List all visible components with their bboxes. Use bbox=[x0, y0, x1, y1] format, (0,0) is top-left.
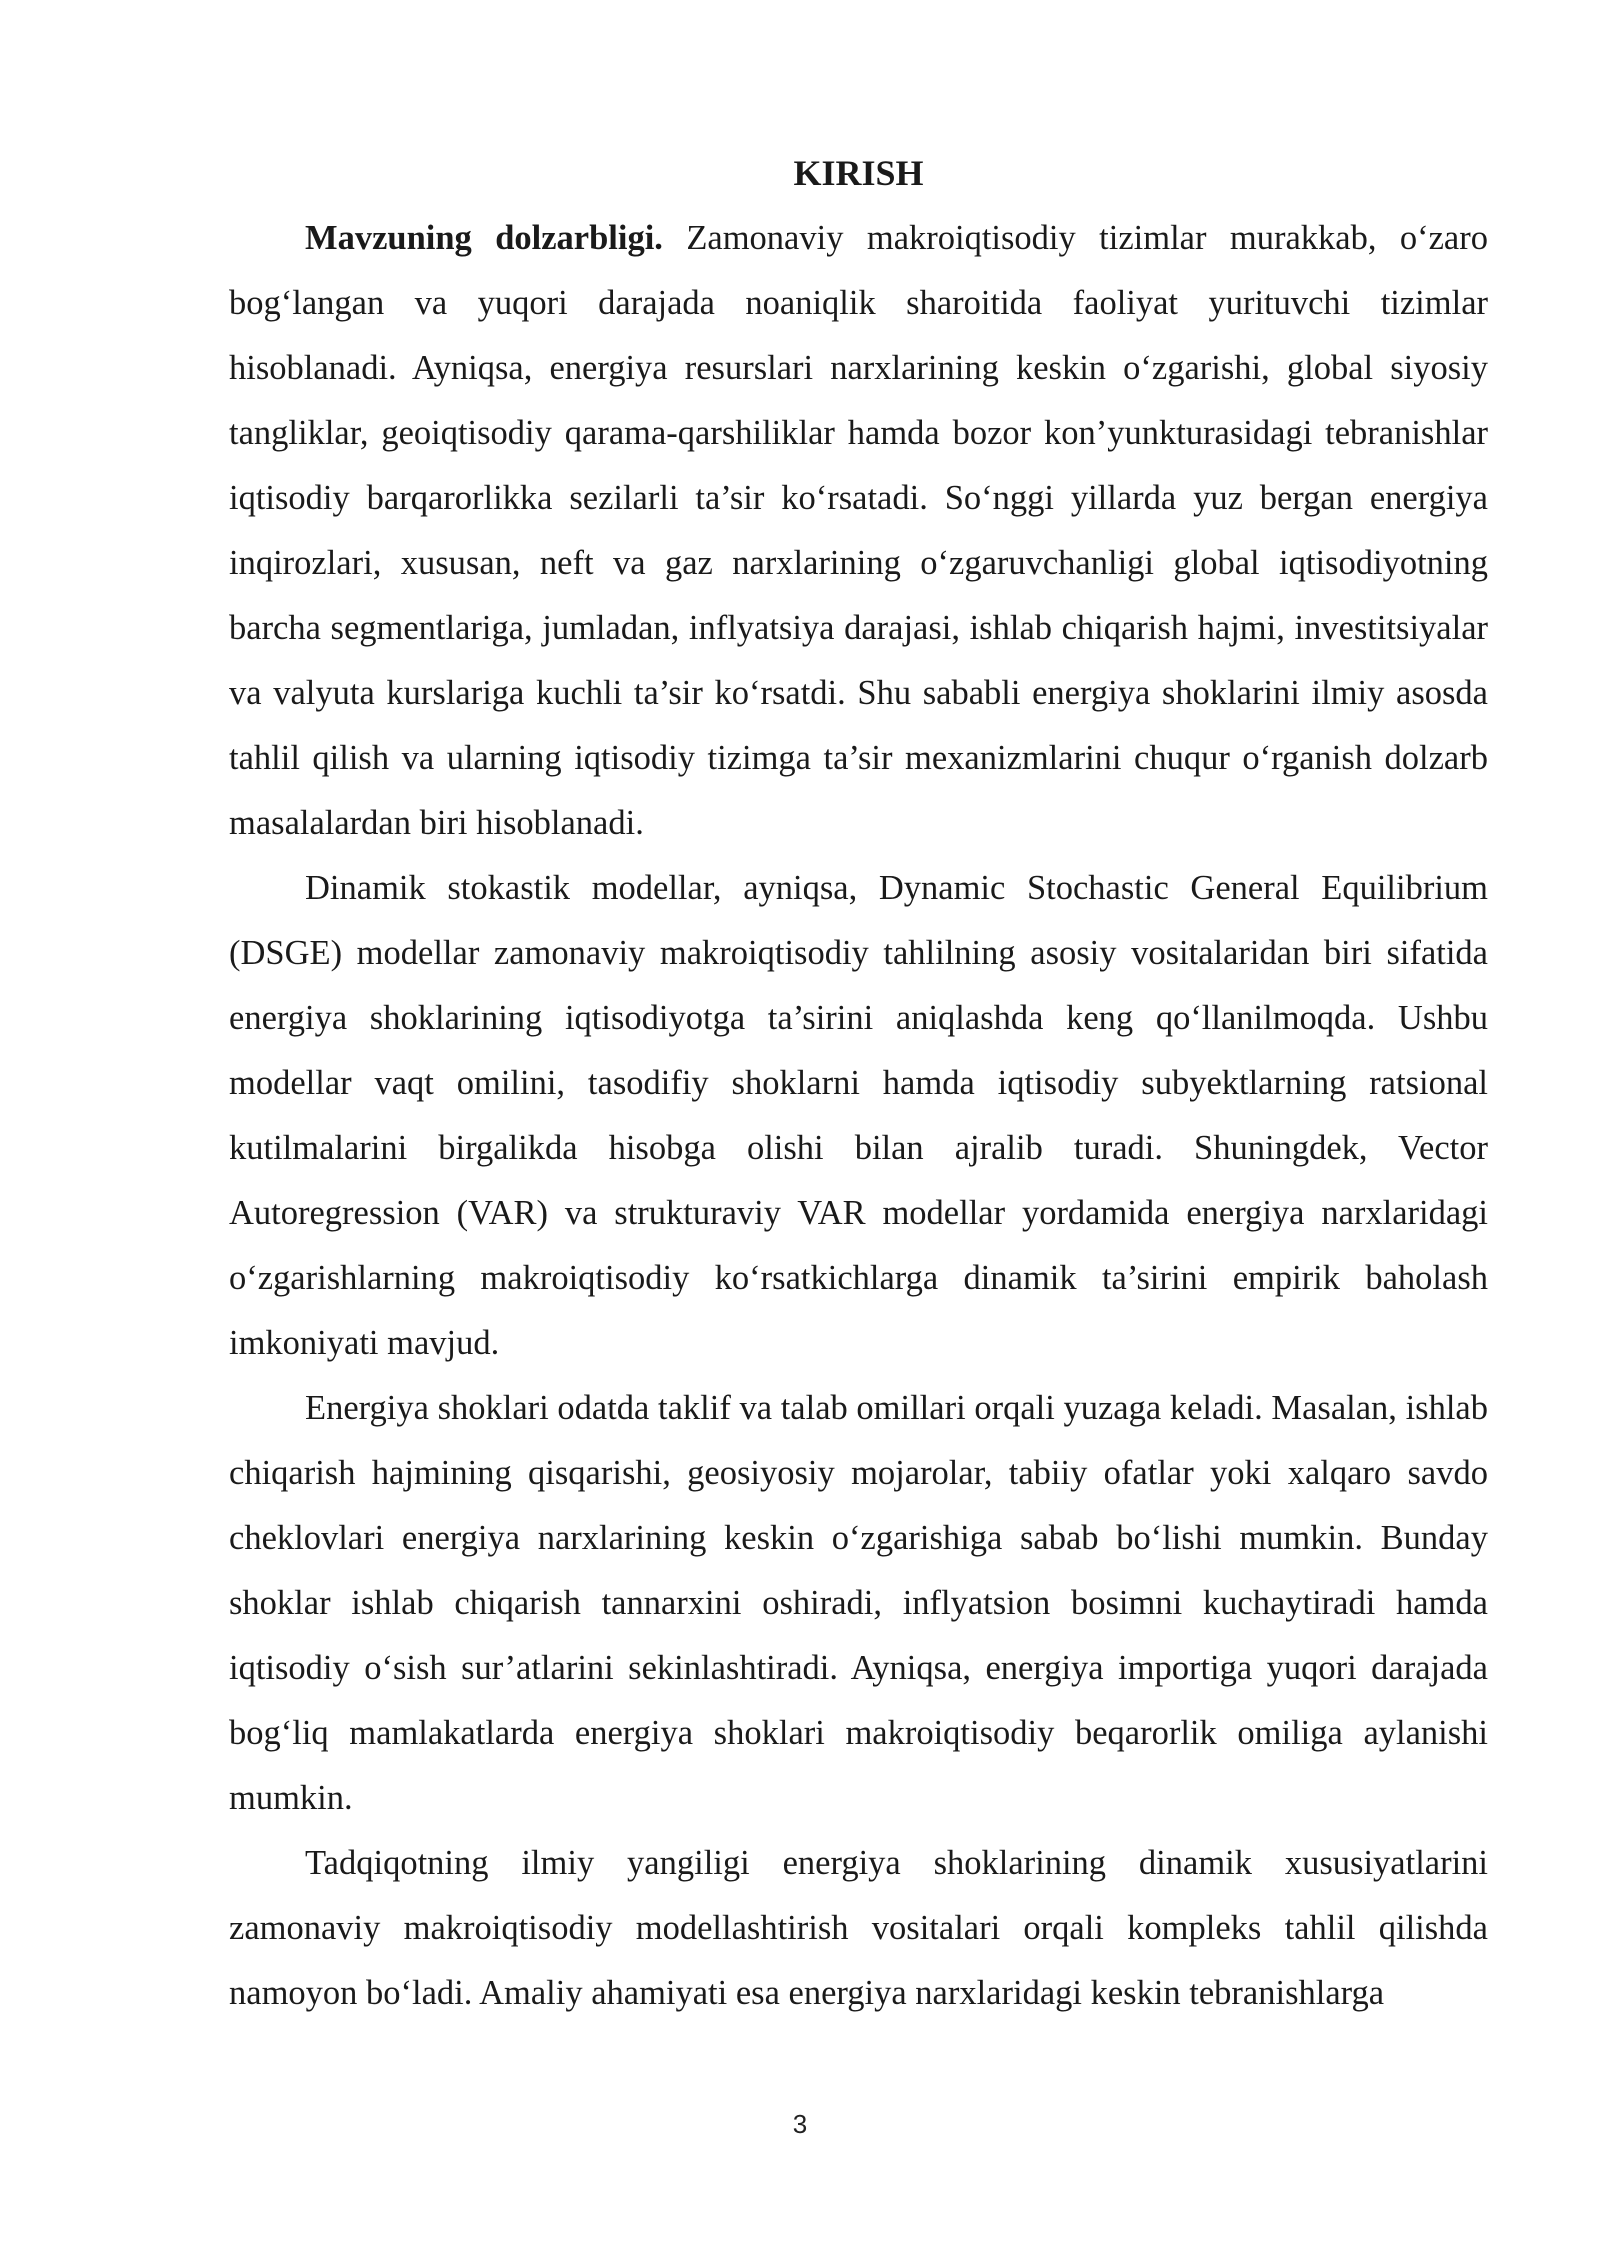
paragraph-text: Zamonaviy makroiqtisodiy tizimlar murakkab, o‘zaro bog‘langan va yuqori darajada noaniqlik sharoitida faoliyat yurituvchi tizimlar hisoblanadi. Ayniqsa, energiya resurslari narxlarining keskin o‘zgarishi, global siyosiy tangliklar, geoiqtisodiy qarama-qarshiliklar hamda bozor kon’yunkturasidagi tebranishlar iqtisodiy barqarorlikka sezilarli ta’sir ko‘rsatadi. So‘nggi yillarda yuz bergan energiya inqirozlari, xususan, neft va gaz narxlarining o‘zgaruvchanligi global iqtisodiyotning barcha segmentlariga, jumladan, inflyatsiya darajasi, ishlab chiqarish hajmi, investitsiyalar va valyuta kurslariga kuchli ta’sir ko‘rsatdi. Shu sababli energiya shoklarini ilmiy asosda tahlil qilish va ularning iqtisodiy tizimga ta’sir mexanizmlarini chuqur o‘rganish dolzarb masalalardan biri hisoblanadi. bbox=[229, 219, 1488, 842]
section-heading: KIRISH bbox=[793, 153, 924, 193]
page-number: 3 bbox=[792, 2109, 808, 2139]
paragraph-relevance bbox=[229, 206, 1488, 856]
paragraph-lead: Mavzuning dolzarbligi. bbox=[305, 219, 663, 257]
paragraph-novelty: Tadqiqotning ilmiy yangiligi energiya shoklarining dinamik xususiyatlarini zamonaviy makroiqtisodiy modellashtirish vositalari orqali kompleks tahlil qilishda namoyon bo‘ladi. Amaliy ahamiyati esa energiya narxlaridagi keskin tebranishlarga bbox=[229, 1844, 1488, 2012]
paragraph-dsge-models: Dinamik stokastik modellar, ayniqsa, Dynamic Stochastic General Equilibrium (DSGE) modellar zamonaviy makroiqtisodiy tahlilning asosiy vositalaridan biri sifatida energiya shoklarining iqtisodiyotga ta’sirini aniqlashda keng qo‘llanilmoqda. Ushbu modellar vaqt omilini, tasodifiy shoklarni hamda iqtisodiy subyektlarning ratsional kutilmalarini birgalikda hisobga olishi bilan ajralib turadi. Shuningdek, Vector Autoregression (VAR) va strukturaviy VAR modellar yordamida energiya narxlaridagi o‘zgarishlarning makroiqtisodiy ko‘rsatkichlarga dinamik ta’sirini empirik baholash imkoniyati mavjud. bbox=[229, 869, 1488, 1362]
page-content bbox=[229, 140, 1488, 2026]
paragraph-energy-shocks: Energiya shoklari odatda taklif va talab omillari orqali yuzaga keladi. Masalan, ishlab chiqarish hajmining qisqarishi, geosiyosiy mojarolar, tabiiy ofatlar yoki xalqaro savdo cheklovlari energiya narxlarining keskin o‘zgarishiga sabab bo‘lishi mumkin. Bunday shoklar ishlab chiqarish tannarxini oshiradi, inflyatsion bosimni kuchaytiradi hamda iqtisodiy o‘sish sur’atlarini sekinlashtiradi. Ayniqsa, energiya importiga yuqori darajada bog‘liq mamlakatlarda energiya shoklari makroiqtisodiy beqarorlik omiliga aylanishi mumkin. bbox=[229, 1389, 1488, 1817]
